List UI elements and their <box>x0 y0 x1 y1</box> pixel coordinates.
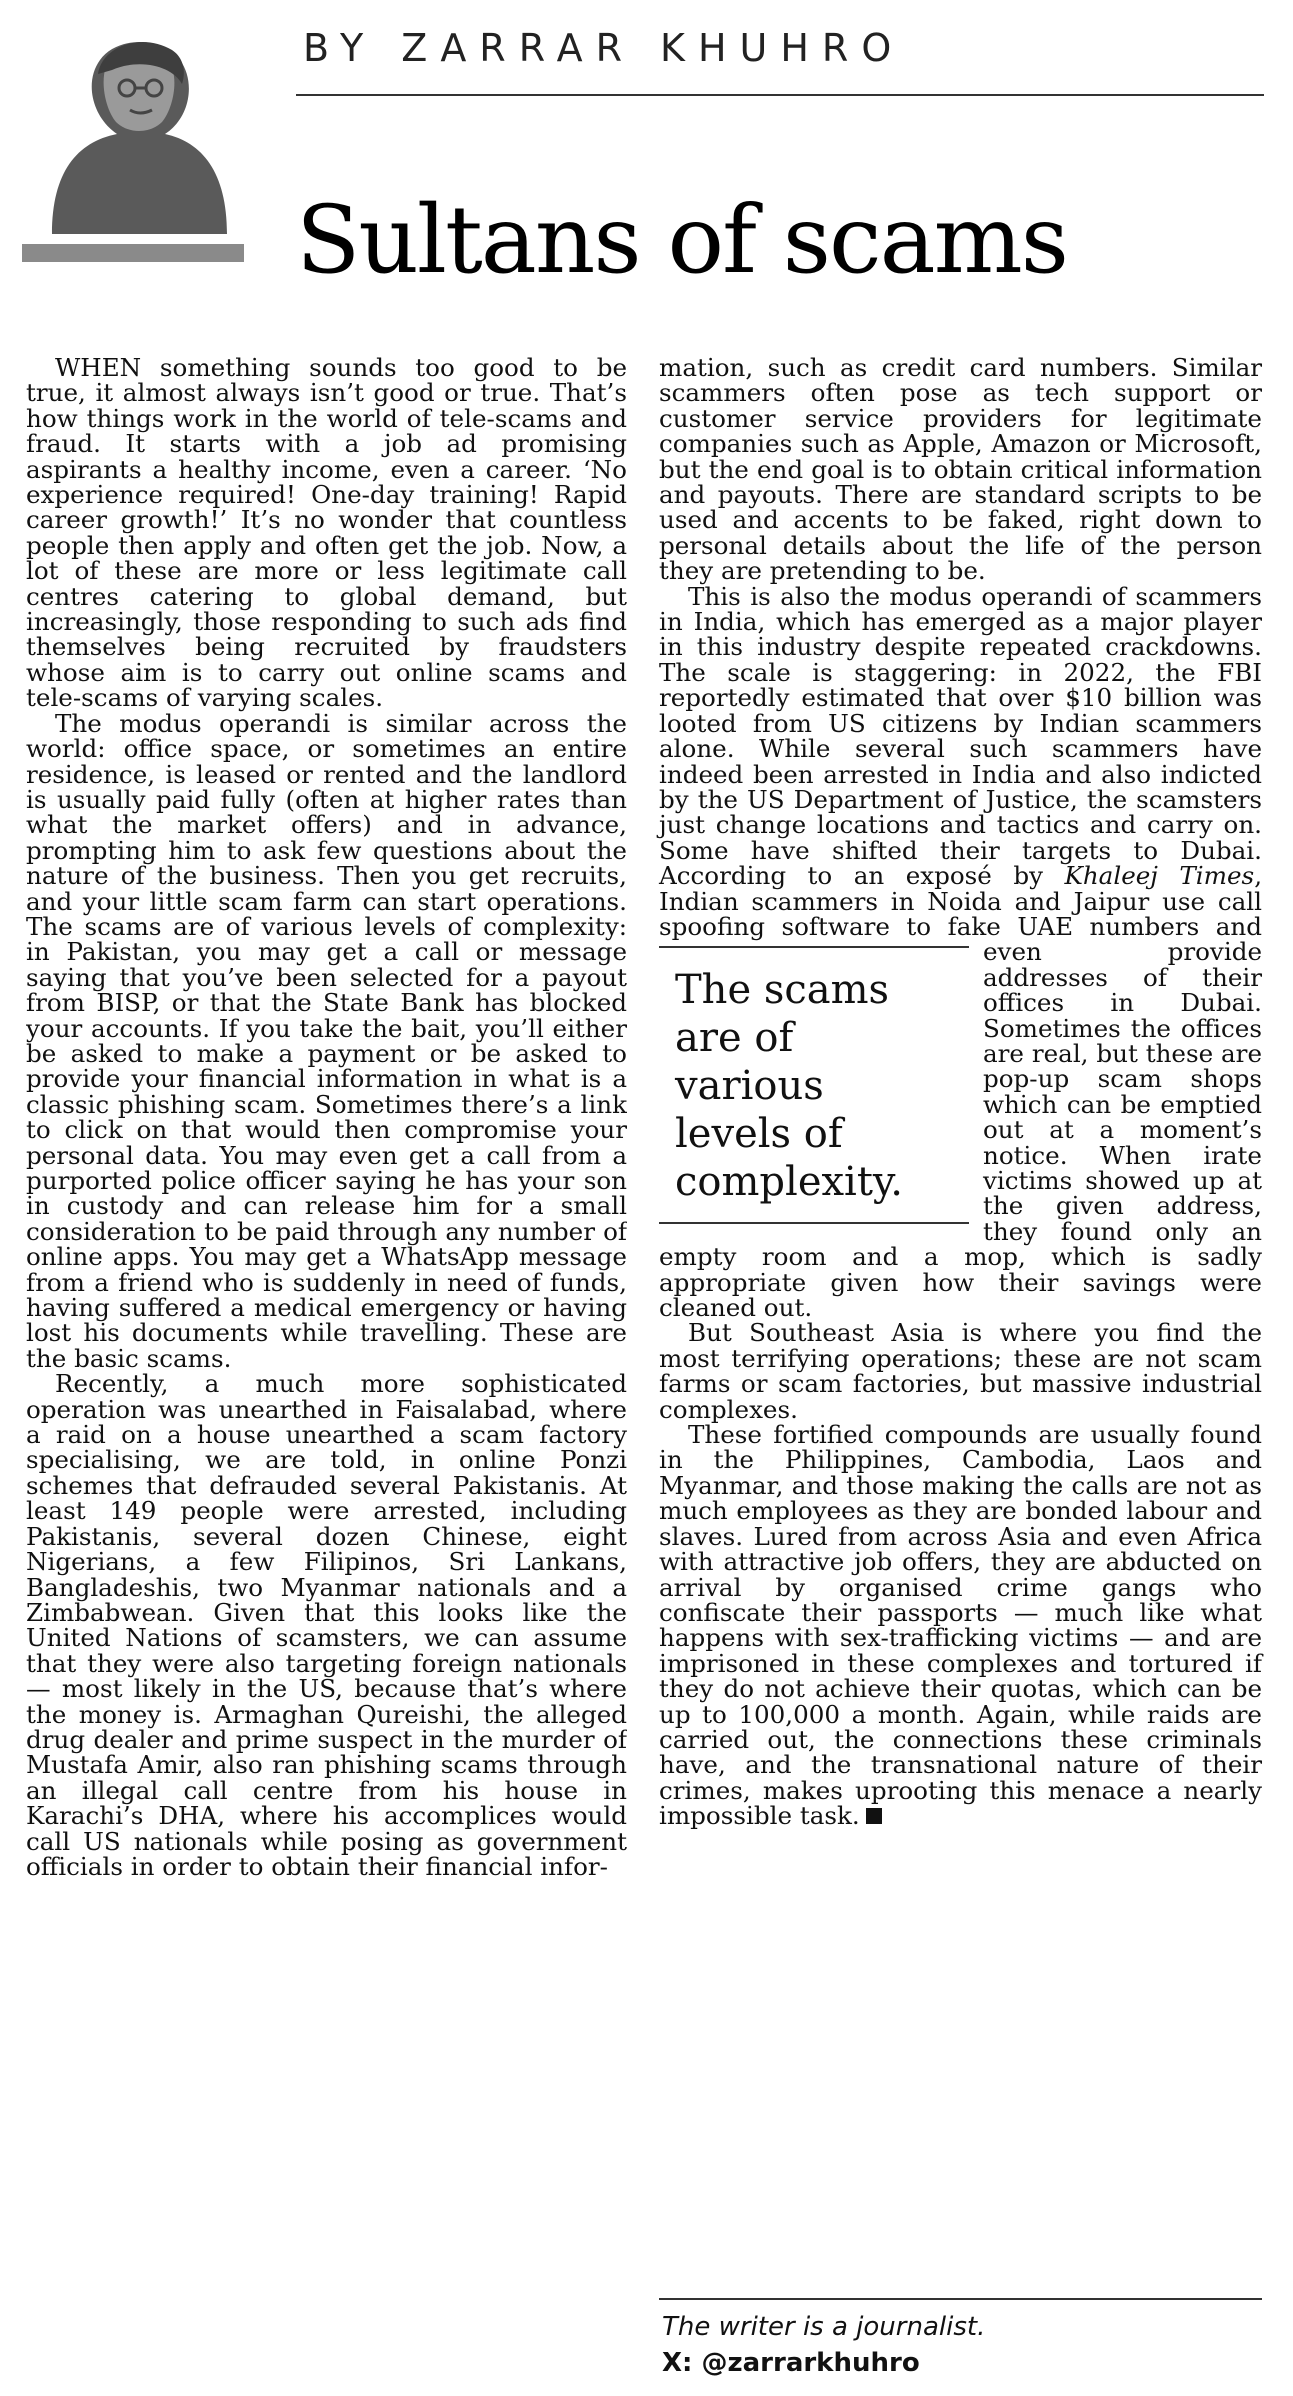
paragraph: WHEN something sounds too good to be true, it almost always isn’t good or true. That’s how things work in the world of tele-scams and fraud. It starts with a job ad promising aspirants a healthy income, even a career. ‘No experience required! One-day training! Rapid career growth!’ It’s no wonder that countless people then apply and often get the job. Now, a lot of these are more or less legitimate call centres catering to global demand, but increasingly, those responding to such ads find themselves being recruited by fraudsters whose aim is to carry out online scams and tele-scams of varying scales. <box>26 355 627 713</box>
pull-quote <box>659 946 969 1224</box>
paragraph <box>659 1422 1262 1829</box>
paragraph-text: These fortified compounds are usually found in the Philippines, Cambodia, Laos and Myanmar, and those making the calls are not as much employees as they are bonded labour and slaves. Lured from across Asia and even Africa with attractive job offers, they are abducted on arrival by organised crime gangs who confiscate their passports — much like what happens with sex-trafficking victims — and are imprisoned in these complexes and tortured if they do not achieve their quotas, which can be up to 100,000 a month. Again, while raids are carried out, the connections these criminals have, and the transnational nature of their crimes, makes uprooting this menace a nearly impossible task. <box>659 1420 1262 1831</box>
end-mark-icon <box>866 1808 882 1824</box>
byline: BY ZARRAR KHUHRO <box>303 26 905 70</box>
pull-quote-line: levels of <box>675 1111 843 1158</box>
pull-quote-line: various <box>675 1063 824 1110</box>
paragraph-text: , Indian scammers in Noida and Jaipur use call spoofing software to fake <box>659 861 1263 941</box>
publication-name: Khaleej Times <box>1064 861 1255 891</box>
pull-quote-line: complexity. <box>675 1159 903 1206</box>
headline: Sultans of scams <box>296 186 1068 295</box>
paragraph: The modus operandi is similar across the world: office space, or sometimes an entire residence, is leased or rented and the landlord is usually paid fully (often at higher rates than what the market offers) and in advance, prompting him to ask few questions about the nature of the business. Then you get recruits, and your little scam farm can start operations. The scams are of various levels of complexity: in Pakistan, you may get a call or message saying that you’ve been selected for a payout from BISP, or that the State Bank has blocked your accounts. If you take the bait, you’ll either be asked to make a payment or be asked to provide your financial information in what is a classic phishing scam. Sometimes there’s a link to click on that would then compromise your personal data. You may even get a call from a purported police officer saying he has your son in custody and can release him for a small consideration to be paid through any number of online apps. You may get a WhatsApp message from a friend who is suddenly in need of funds, having suffered a medical emergency or having lost his documents while travelling. These are the basic scams. <box>26 708 627 1373</box>
author-portrait <box>22 22 244 262</box>
author-handle: X: @zarrarkhuhro <box>662 2348 920 2378</box>
paragraph-text: UAE numbers and even provide addresses of their offices in Dubai. Sometimes the offices are real, but these are pop-up scam shops which can be emptied out at a moment’s notice. When irate victims showed up at the given address, they found only an empty room and a mop, which is sadly appropriate given how their savings were cleaned out. <box>659 911 1262 1323</box>
article-column-1 <box>26 355 627 2390</box>
article-column-2 <box>659 355 1262 1829</box>
paragraph <box>659 581 1263 1323</box>
paragraph-text: This is also the modus operandi of scammers in India, which has emerged as a major player in this industry despite repeated crackdowns. The scale is staggering: in 2022, the FBI reportedly estimated that over $10 billion was looted from US citizens by Indian scammers alone. While several such scammers have indeed been arrested in India and also indicted by the US Department of Justice, the scamsters just change locations and tactics and carry on. Some have shifted their targets to Dubai. According to an exposé by <box>659 581 1262 891</box>
pull-quote-line: The scams <box>675 967 890 1014</box>
pull-quote-line: are of <box>675 1015 794 1062</box>
footer-divider <box>659 2298 1262 2300</box>
paragraph: mation, such as credit card numbers. Similar scammers often pose as tech support or customer service providers for legitimate companies such as Apple, Amazon or Microsoft, but the end goal is to obtain critical information and payouts. There are standard scripts to be used and accents to be faked, right down to personal details about the life of the person they are pretending to be. <box>659 353 1262 586</box>
byline-divider <box>296 94 1264 96</box>
paragraph: Recently, a much more sophisticated operation was unearthed in Faisalabad, where a raid on a house unearthed a scam factory specialising, we are told, in online Ponzi schemes that defrauded several Pakistanis. At least 149 people were arrested, including Pakistanis, several dozen Chinese, eight Nigerians, a few Filipinos, Sri Lankans, Bangladeshis, two Myanmar nationals and a Zimbabwean. Given that this looks like the United Nations of scamsters, we can assume that they were also targeting foreign nationals — most likely in the US, because that’s where the money is. Armaghan Qureishi, the alleged drug dealer and prime suspect in the murder of Mustafa Amir, also ran phishing scams through an illegal call centre from his house in Karachi’s DHA, where his accomplices would call US nationals while posing as government officials in order to obtain their financial infor- <box>26 1369 627 1881</box>
paragraph: But Southeast Asia is where you find the most terrifying operations; these are not scam farms or scam factories, but massive industrial complexes. <box>659 1318 1262 1424</box>
author-note: The writer is a journalist. <box>662 2312 986 2342</box>
